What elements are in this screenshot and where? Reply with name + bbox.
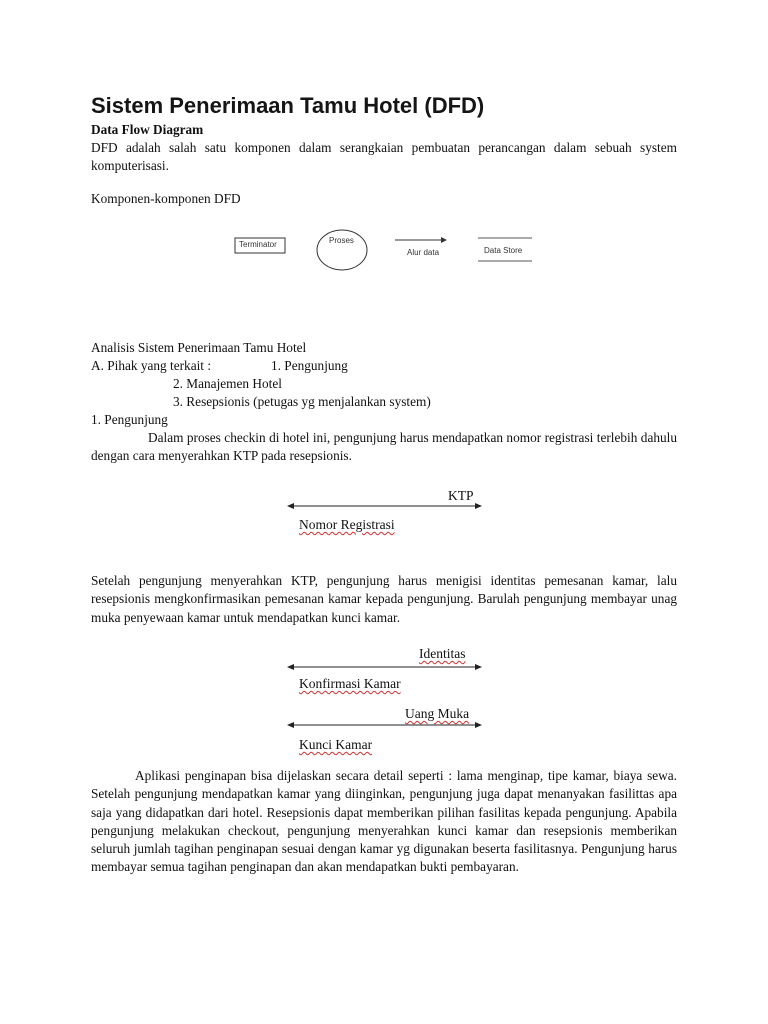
alur-data-label: Alur data: [407, 248, 440, 257]
flow-label-konfirmasi-kamar: Konfirmasi Kamar: [299, 676, 401, 691]
data-store-label: Data Store: [484, 246, 523, 255]
proses-label: Proses: [329, 236, 354, 245]
intro-paragraph: DFD adalah salah satu komponen dalam serangkaian pembuatan perancangan dalam sebuah system komputerisasi.: [91, 140, 677, 174]
flow-label-identitas: Identitas: [419, 646, 466, 661]
flow-label-nomor-registrasi: Nomor Registrasi: [299, 517, 395, 532]
components-heading: Komponen-komponen DFD: [91, 191, 241, 206]
paragraph-1: Dalam proses checkin di hotel ini, pengunjung harus mendapatkan nomor registrasi terlebih dahulu dengan cara menyerahkan KTP pada resepsionis.: [91, 430, 677, 464]
paragraph-2: Setelah pengunjung menyerahkan KTP, pengunjung harus menigisi identitas pemesanan kamar, lalu resepsionis mengkonfirmasikan pemesanan kamar kepada pengunjung. Barulah pengunjung membayar unag muka penyewaan kamar untuk mendapatkan kunci kamar.: [91, 573, 677, 625]
pihak-item-2: 2. Manajemen Hotel: [173, 376, 282, 391]
pihak-item-1: 1. Pengunjung: [271, 358, 348, 373]
page-subtitle: Data Flow Diagram: [91, 122, 204, 137]
pihak-label: A. Pihak yang terkait :: [91, 358, 212, 373]
terminator-label: Terminator: [239, 240, 277, 249]
flow-label-ktp: KTP: [448, 488, 474, 503]
analysis-heading: Analisis Sistem Penerimaan Tamu Hotel: [91, 340, 307, 355]
flow-label-uang-muka: Uang Muka: [405, 706, 470, 721]
page-title: Sistem Penerimaan Tamu Hotel (DFD): [91, 93, 485, 118]
paragraph-3: Aplikasi penginapan bisa dijelaskan secara detail seperti : lama menginap, tipe kamar, biaya sewa. Setelah pengunjung mendapatkan kamar yang diinginkan, pengunjung juga dapat menanyakan fasilittas apa saja yang didapatkan dari hotel. Resepsionis dapat memberikan pilihan fasilitas kepada pengunjung. Apabila pengunjung melakukan checkout, pengunjung menyerahkan kunci kamar dan resepsionis memberikan seluruh jumlah tagihan penginapan sesuai dengan kamar yg digunakan beserta fasilitasnya. Pengunjung harus membayar semua tagihan penginapan dan akan mendapatkan bukti pembayaran.: [91, 768, 677, 875]
pihak-item-3: 3. Resepsionis (petugas yg menjalankan system): [173, 394, 431, 409]
flow-label-kunci-kamar: Kunci Kamar: [299, 737, 373, 752]
section-1-title: 1. Pengunjung: [91, 412, 168, 427]
